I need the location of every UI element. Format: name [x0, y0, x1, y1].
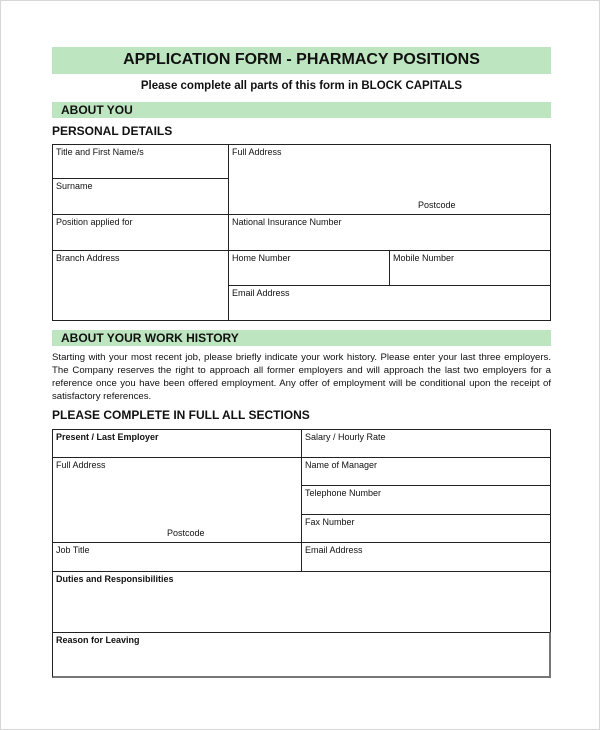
- label-postcode: Postcode: [418, 200, 456, 210]
- label-reason-leaving: Reason for Leaving: [56, 635, 140, 645]
- label-employer-postcode: Postcode: [167, 528, 205, 538]
- label-home-number: Home Number: [232, 253, 291, 263]
- field-duties[interactable]: [52, 571, 551, 633]
- field-salary[interactable]: [301, 429, 551, 458]
- field-fax[interactable]: [301, 514, 551, 543]
- field-title-first-name[interactable]: [52, 144, 229, 179]
- label-position-applied: Position applied for: [56, 217, 133, 227]
- title-bar: [52, 47, 551, 74]
- field-employer-address[interactable]: [52, 457, 302, 543]
- field-home-number[interactable]: [228, 250, 390, 286]
- label-employer-address: Full Address: [56, 460, 106, 470]
- section-title-work-history: ABOUT YOUR WORK HISTORY: [61, 331, 239, 345]
- work-history-intro: Starting with your most recent job, please briefly indicate your work history. Please enter your last three employers. The Company reserves the right to approach all former employers and will approach the last two employers for a reference once you have been offered employment. Any offer of employment will be conditional upon the receipt of satisfactory references.: [52, 352, 551, 402]
- label-manager-name: Name of Manager: [305, 460, 378, 470]
- label-branch-address: Branch Address: [56, 253, 120, 263]
- label-employer-email: Email Address: [305, 545, 363, 555]
- label-present-employer: Present / Last Employer: [56, 432, 159, 442]
- heading-complete-all: PLEASE COMPLETE IN FULL ALL SECTIONS: [52, 408, 310, 422]
- label-surname: Surname: [56, 181, 93, 191]
- label-job-title: Job Title: [56, 545, 90, 555]
- field-employer-email[interactable]: [301, 542, 551, 572]
- field-manager-name[interactable]: [301, 457, 551, 486]
- label-fax: Fax Number: [305, 517, 355, 527]
- field-mobile-number[interactable]: [389, 250, 551, 286]
- field-ni-number[interactable]: [228, 214, 551, 251]
- form-title: APPLICATION FORM - PHARMACY POSITIONS: [123, 51, 480, 68]
- field-job-title[interactable]: [52, 542, 302, 572]
- field-position-applied[interactable]: [52, 214, 229, 251]
- field-branch-address[interactable]: [52, 250, 229, 321]
- field-telephone[interactable]: [301, 485, 551, 515]
- heading-personal-details: PERSONAL DETAILS: [52, 124, 173, 138]
- label-ni-number: National Insurance Number: [232, 217, 342, 227]
- form-subtitle: Please complete all parts of this form in BLOCK CAPITALS: [140, 80, 463, 92]
- label-duties: Duties and Responsibilities: [56, 574, 174, 584]
- field-reason-leaving[interactable]: [52, 632, 551, 678]
- label-full-address: Full Address: [232, 147, 282, 157]
- label-salary: Salary / Hourly Rate: [305, 432, 386, 442]
- label-telephone: Telephone Number: [305, 488, 382, 498]
- field-surname[interactable]: [52, 178, 229, 215]
- section-bar-about-you: [52, 102, 551, 118]
- field-present-employer[interactable]: [52, 429, 302, 458]
- label-email-address: Email Address: [232, 288, 290, 298]
- section-bar-work-history: [52, 330, 551, 346]
- label-mobile-number: Mobile Number: [393, 253, 455, 263]
- label-title-first-name: Title and First Name/s: [56, 147, 144, 157]
- field-full-address[interactable]: [228, 144, 551, 215]
- field-email-address[interactable]: [228, 285, 551, 321]
- section-title-about-you: ABOUT YOU: [61, 103, 133, 117]
